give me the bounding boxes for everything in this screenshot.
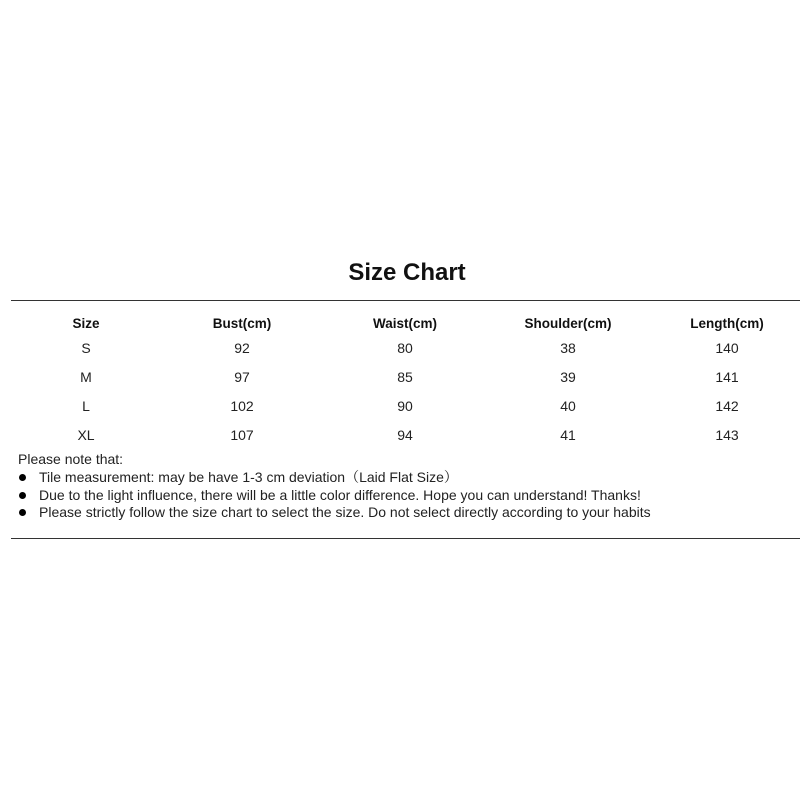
header-length: Length(cm) xyxy=(690,316,764,331)
cell-shoulder: 40 xyxy=(560,398,576,414)
cell-bust: 107 xyxy=(230,427,254,443)
page-title: Size Chart xyxy=(348,259,466,286)
header-bust: Bust(cm) xyxy=(212,316,272,331)
cell-waist: 85 xyxy=(397,369,413,385)
cell-size: XL xyxy=(77,427,95,443)
cell-waist: 90 xyxy=(397,398,413,414)
note-text: Please strictly follow the size chart to select the size. Do not select directly according to your habits xyxy=(39,504,651,520)
cell-length: 141 xyxy=(715,369,739,385)
cell-length: 140 xyxy=(715,340,739,356)
table-row xyxy=(0,394,800,423)
cell-bust: 92 xyxy=(234,340,250,356)
top-divider xyxy=(11,300,800,301)
table-row xyxy=(0,365,800,394)
cell-waist: 94 xyxy=(397,427,413,443)
note-text: Tile measurement: may be have 1-3 cm deviation（Laid Flat Size） xyxy=(39,469,458,485)
table-row xyxy=(0,336,800,365)
cell-length: 142 xyxy=(715,398,739,414)
notes-heading: Please note that: xyxy=(18,451,124,467)
cell-waist: 80 xyxy=(397,340,413,356)
bottom-divider xyxy=(11,538,800,539)
list-item xyxy=(18,487,798,505)
notes-list xyxy=(18,469,798,522)
cell-shoulder: 38 xyxy=(560,340,576,356)
size-table xyxy=(0,312,800,452)
bullet-icon xyxy=(19,474,26,481)
list-item xyxy=(18,469,798,487)
cell-shoulder: 39 xyxy=(560,369,576,385)
cell-size: L xyxy=(82,398,90,414)
table-row xyxy=(0,423,800,452)
cell-size: M xyxy=(80,369,92,385)
note-text: Due to the light influence, there will be a little color difference. Hope you can understand! Thanks! xyxy=(39,486,641,503)
header-size: Size xyxy=(72,316,100,331)
header-shoulder: Shoulder(cm) xyxy=(524,316,612,331)
cell-shoulder: 41 xyxy=(560,427,576,443)
cell-bust: 97 xyxy=(234,369,250,385)
bullet-icon xyxy=(19,492,26,499)
table-header-row xyxy=(0,312,800,336)
cell-length: 143 xyxy=(715,427,739,443)
list-item xyxy=(18,504,798,522)
cell-bust: 102 xyxy=(230,398,254,414)
notes-section xyxy=(18,450,798,522)
header-waist: Waist(cm) xyxy=(372,316,437,331)
bullet-icon xyxy=(19,509,26,516)
cell-size: S xyxy=(81,340,91,356)
